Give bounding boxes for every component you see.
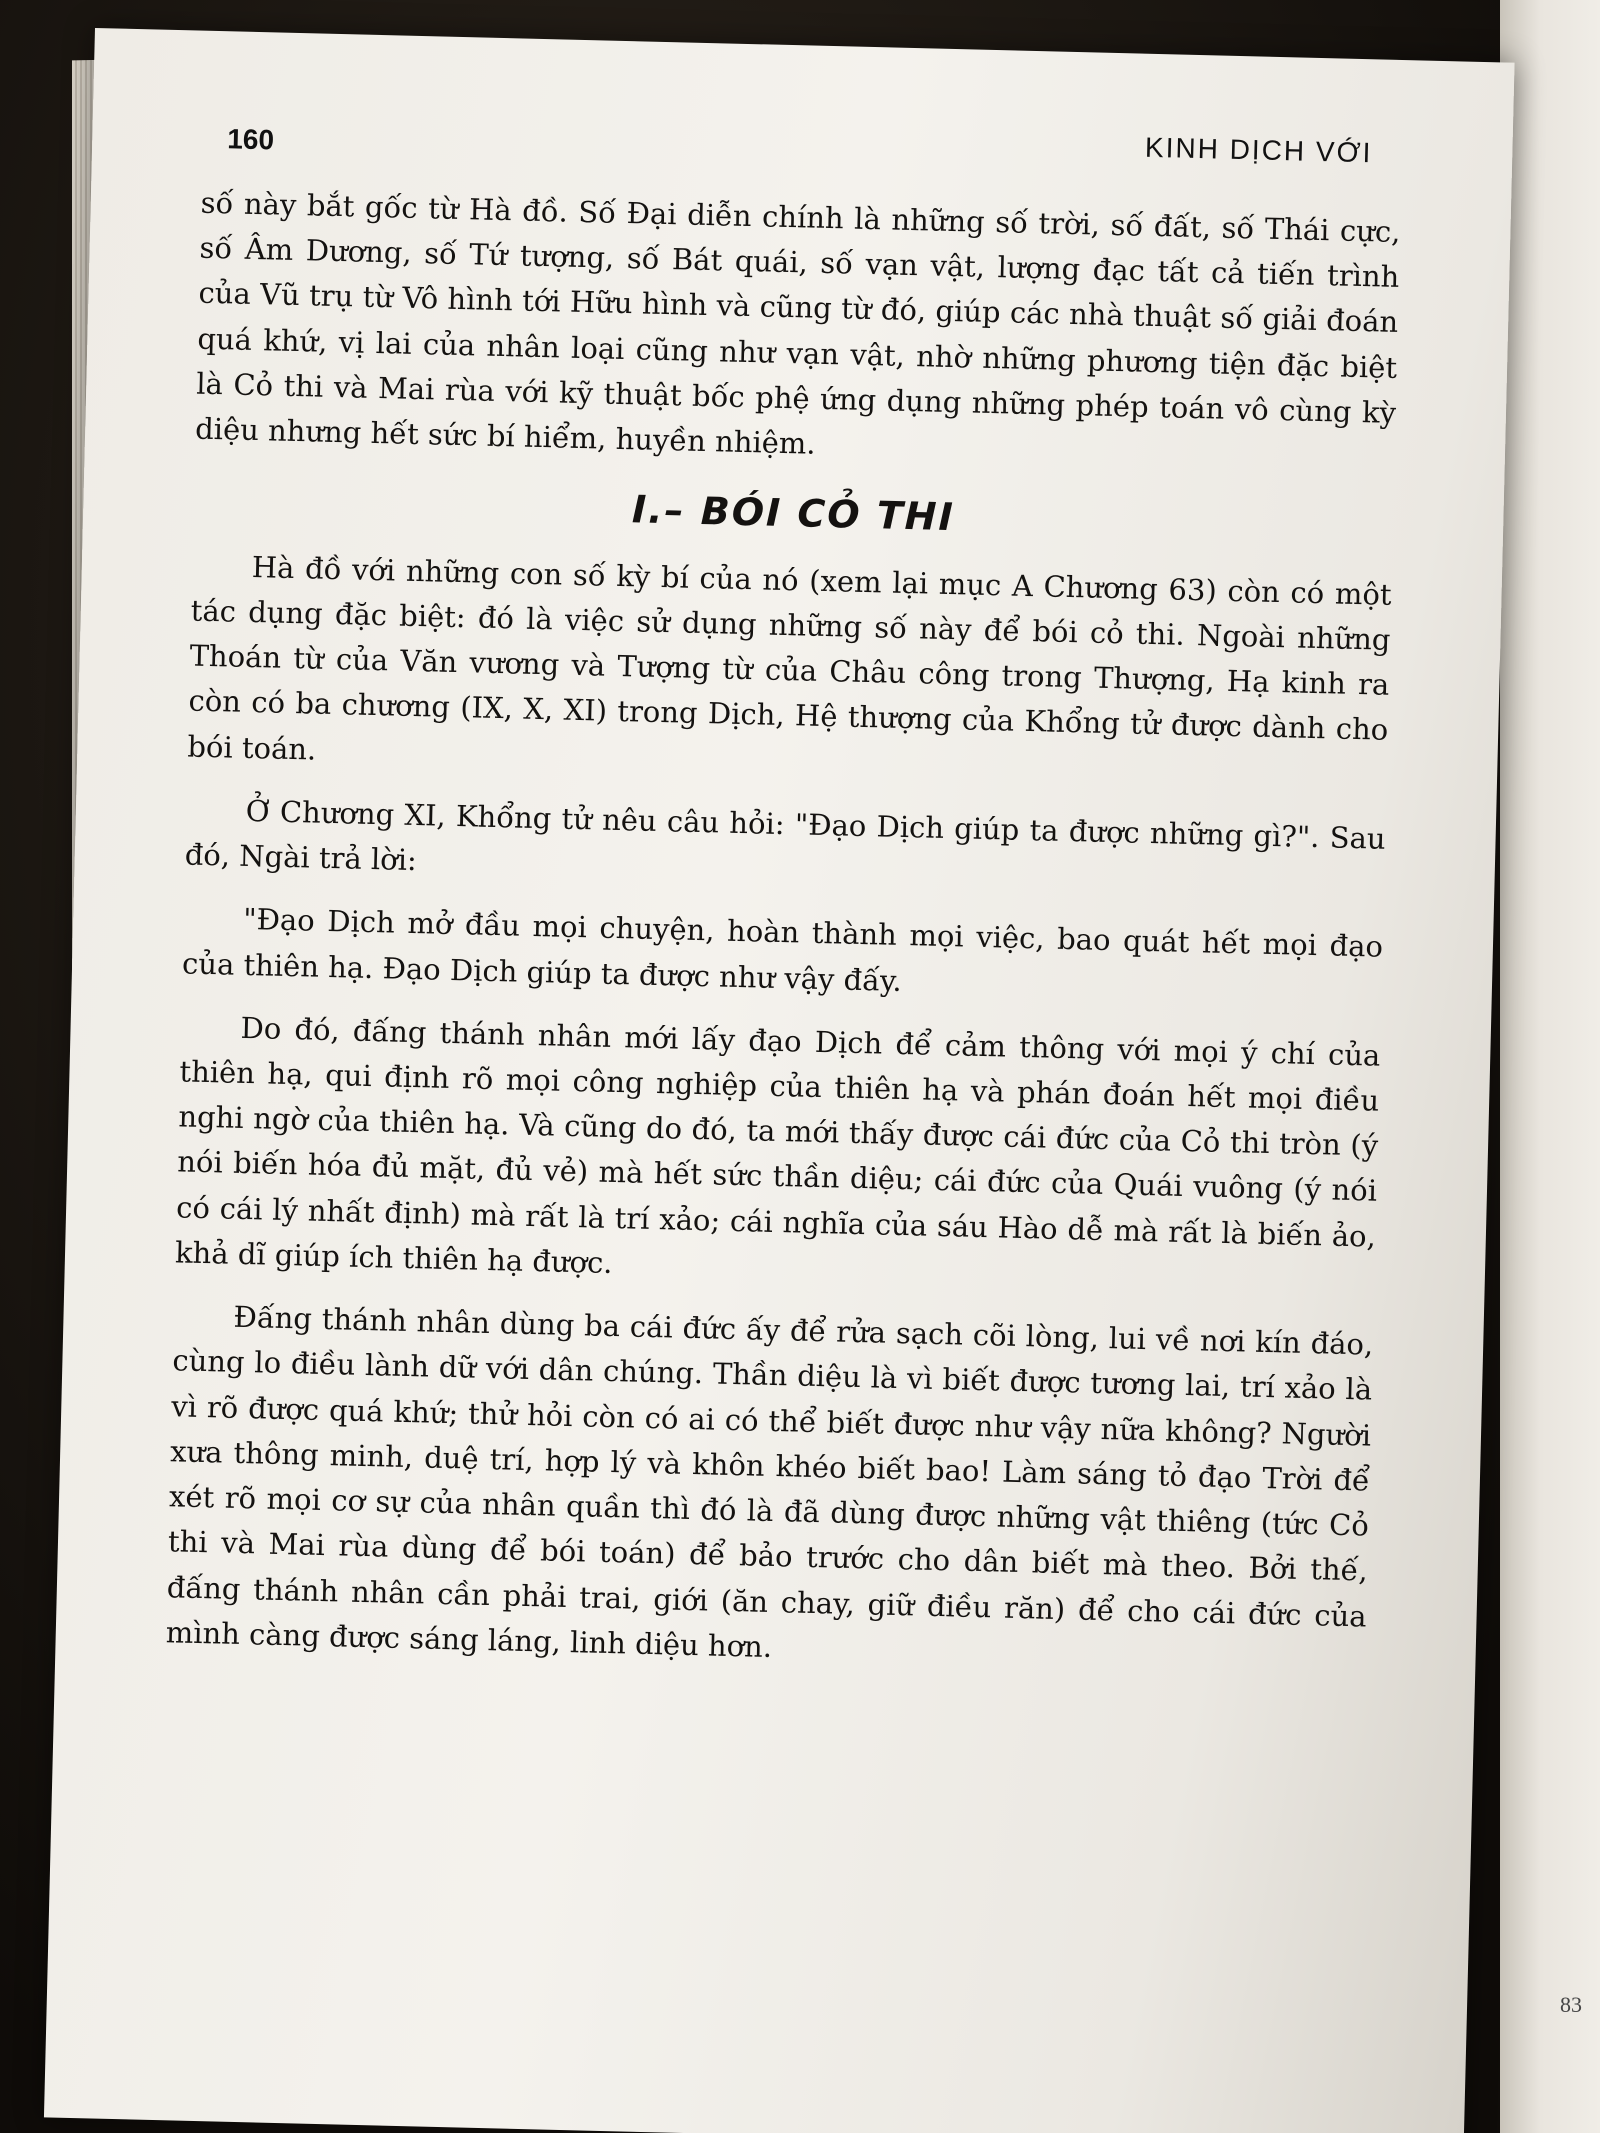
running-title: KINH DỊCH VỚI <box>1144 131 1373 169</box>
book-page <box>44 28 1515 2133</box>
page-body <box>165 181 1401 1703</box>
page-header <box>93 68 1414 169</box>
quote-paragraph-2: Do đó, đấng thánh nhân mới lấy đạo Dịch để cảm thông với mọi ý chí của thiên hạ, qui định rõ mọi công nghiệp của thiên hạ và phán đoán hết mọi điều nghi ngờ của thiên hạ. Và cũng do đó, ta mới thấy được cái đức của Cỏ thi tròn (ý nói biến hóa đủ mặt, đủ vẻ) mà hết sức thần diệu; cái đức của Quái vuông (ý nói có cái lý nhất định) mà rất là trí xảo; cái nghĩa của sáu Hào dễ mà rất là biến ảo, khả dĩ giúp ích thiên hạ được. <box>174 1010 1381 1280</box>
paragraph-1: Hà đồ với những con số kỳ bí của nó (xem lại mục A Chương 63) còn có một tác dụng đặc biệt: đó là việc sử dụng những số này để bói cỏ thi. Ngoài những Thoán từ của Văn vương và Tượng từ của Châu công trong Thượng, Hạ kinh ra còn có ba chương (IX, X, XI) trong Dịch, Hệ thượng của Khổng tử được dành cho bói toán. <box>187 549 1392 767</box>
paragraph-2: Ở Chương XI, Khổng tử nêu câu hỏi: "Đạo Dịch giúp ta được những gì?". Sau đó, Ngài trả lời: <box>184 793 1386 878</box>
quote-paragraph-3: Đấng thánh nhân dùng ba cái đức ấy để rửa sạch cõi lòng, lui về nơi kín đáo, cùng lo điều lành dữ với dân chúng. Thần diệu là vì biết được tương lai, trí xảo là vì rõ được quá khứ; thử hỏi còn có ai có thể biết được như vậy nữa không? Người xưa thông minh, duệ trí, hợp lý và khôn khéo biết bao! Làm sáng tỏ đạo Trời để xét rõ mọi cơ sự của nhân quần thì đó là đã dùng được những vật thiêng (tức Cỏ thi và Mai rùa dùng để bói toán) để bảo trước cho dân biết mà theo. Bởi thế, đấng thánh nhân cần phải trai, giới (ăn chay, giữ điều răn) để cho cái đức của mình càng được sáng láng, linh diệu hơn. <box>165 1299 1374 1664</box>
quote-paragraph-1: "Đạo Dịch mở đầu mọi chuyện, hoàn thành mọi việc, bao quát hết mọi đạo của thiên hạ. Đạo Dịch giúp ta được như vậy đấy. <box>181 902 1384 998</box>
facing-page-number: 83 <box>1560 1992 1582 2017</box>
facing-page-edge <box>1500 0 1600 2133</box>
paragraph-continuation: số này bắt gốc từ Hà đồ. Số Đại diễn chính là những số trời, số đất, số Thái cực, số Âm Dương, số Tứ tượng, số Bát quái, số vạn vật, lượng đạc tất cả tiến trình của Vũ trụ từ Vô hình tới Hữu hình và cũng từ đó, giúp các nhà thuật số giải đoán quá khứ, vị lai của nhân loại cũng như vạn vật, nhờ những phương tiện đặc biệt là Cỏ thi và Mai rùa với kỹ thuật bốc phệ ứng dụng những phép toán vô cùng kỳ diệu nhưng hết sức bí hiểm, huyền nhiệm. <box>194 185 1401 461</box>
section-title: I.– BÓI CỎ THI <box>631 487 956 540</box>
page-number: 160 <box>226 123 275 156</box>
